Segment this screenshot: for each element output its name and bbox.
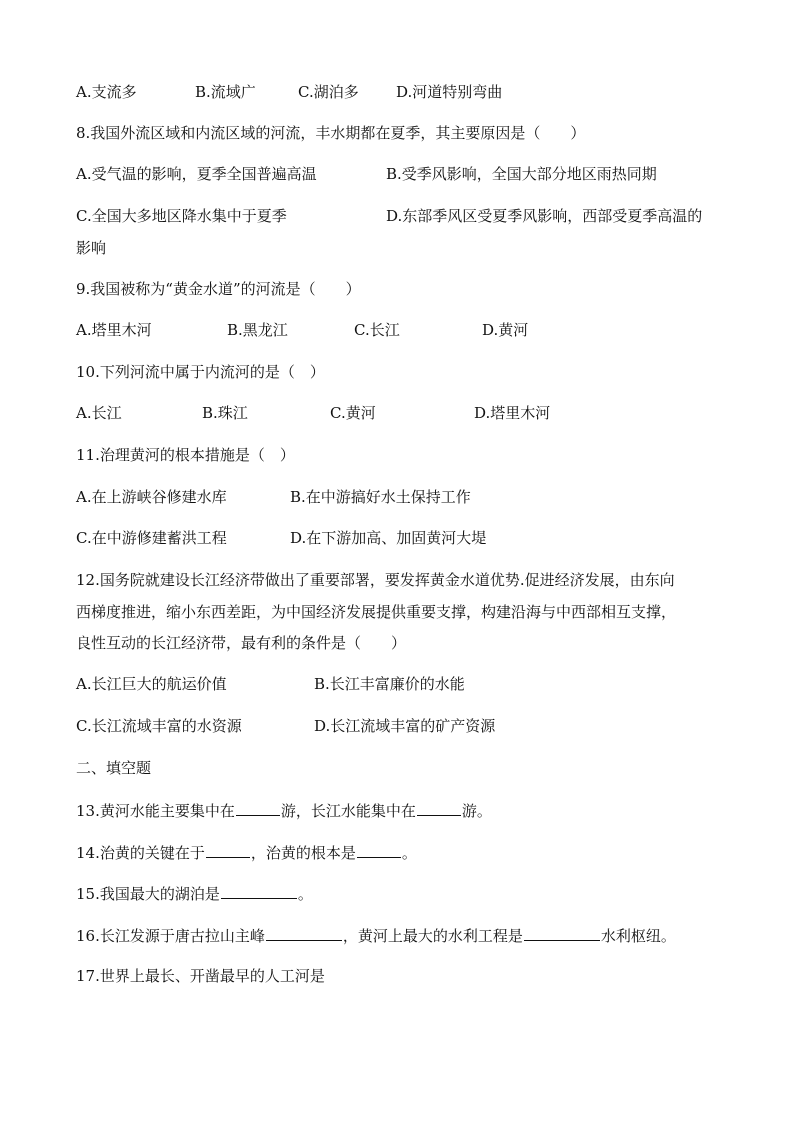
q14 — [76, 842, 724, 863]
q10-option-c[interactable]: C.黄河 — [330, 404, 376, 422]
q12-option-c[interactable]: C.长江流域丰富的水资源 — [76, 717, 242, 735]
q8-option-a[interactable]: A.受气温的影响，夏季全国普遍高温 — [76, 165, 317, 183]
q13-text-c: 游。 — [461, 802, 492, 820]
q10-option-d[interactable]: D.塔里木河 — [474, 404, 551, 422]
q11-option-d[interactable]: D.在下游加高、加固黄河大堤 — [290, 529, 487, 547]
q16 — [76, 925, 724, 946]
q14-blank-2[interactable] — [357, 842, 401, 858]
q12-stem-line-2: 西梯度推进，缩小东西差距，为中国经济发展提供重要支撑，构建沿海与中西部相互支撑， — [76, 603, 677, 621]
q8-stem: 8.我国外流区域和内流区域的河流，丰水期都在夏季，其主要原因是（ ） — [76, 124, 586, 142]
q15 — [76, 883, 724, 904]
q11-option-b[interactable]: B.在中游搞好水土保持工作 — [290, 488, 471, 506]
q12-option-b[interactable]: B.长江丰富廉价的水能 — [314, 675, 465, 693]
q11-option-c[interactable]: C.在中游修建蓄洪工程 — [76, 529, 227, 547]
q9-option-c[interactable]: C.长江 — [354, 321, 400, 339]
q8-option-d-continuation: 影响 — [76, 239, 107, 257]
q8-option-c[interactable]: C.全国大多地区降水集中于夏季 — [76, 207, 287, 225]
q9-option-a[interactable]: A.塔里木河 — [76, 321, 152, 339]
q16-text-a: 16.长江发源于唐古拉山主峰 — [76, 927, 265, 945]
q14-text-a: 14.治黄的关键在于 — [76, 844, 205, 862]
q9-option-b[interactable]: B.黑龙江 — [227, 321, 288, 339]
q13-text-a: 13.黄河水能主要集中在 — [76, 802, 235, 820]
q17-text-a: 17.世界上最长、开凿最早的人工河是 — [76, 967, 325, 985]
q14-blank-1[interactable] — [206, 842, 250, 858]
q13-blank-1[interactable] — [236, 800, 280, 816]
q7-option-d[interactable]: D.河道特别弯曲 — [396, 83, 503, 101]
q9-stem: 9.我国被称为“黄金水道”的河流是（ ） — [76, 280, 361, 298]
q10-option-b[interactable]: B.珠江 — [202, 404, 248, 422]
q15-text-c: 。 — [297, 885, 313, 903]
q10-option-a[interactable]: A.长江 — [76, 404, 122, 422]
q12-stem-line-3: 良性互动的长江经济带，最有利的条件是（ ） — [76, 634, 407, 652]
q17 — [76, 966, 724, 986]
q7-option-a[interactable]: A.支流多 — [76, 83, 137, 101]
q13-text-b: 游，长江水能集中在 — [280, 802, 416, 820]
q16-blank-2[interactable] — [524, 925, 600, 941]
q13 — [76, 800, 724, 821]
q9-option-d[interactable]: D.黄河 — [482, 321, 529, 339]
q12-option-a[interactable]: A.长江巨大的航运价值 — [76, 675, 227, 693]
q15-blank-1[interactable] — [221, 883, 297, 899]
q10-stem: 10.下列河流中属于内流河的是（ ） — [76, 363, 325, 381]
q8-option-d[interactable]: D.东部季风区受夏季风影响，西部受夏季高温的 — [386, 207, 703, 225]
q16-text-c: 水利枢纽。 — [600, 927, 676, 945]
q14-text-b: ，治黄的根本是 — [250, 844, 356, 862]
q16-blank-1[interactable] — [266, 925, 342, 941]
q16-text-b: ，黄河上最大的水利工程是 — [342, 927, 523, 945]
q12-option-d[interactable]: D.长江流域丰富的矿产资源 — [314, 717, 496, 735]
section-title: 二、填空题 — [76, 759, 152, 777]
q14-text-c: 。 — [401, 844, 417, 862]
q13-blank-2[interactable] — [417, 800, 461, 816]
q12-stem-line-1: 12.国务院就建设长江经济带做出了重要部署，要发挥黄金水道优势.促进经济发展，由东向 — [76, 571, 675, 589]
q8-option-b[interactable]: B.受季风影响，全国大部分地区雨热同期 — [386, 165, 657, 183]
q7-option-b[interactable]: B.流域广 — [195, 83, 256, 101]
q11-option-a[interactable]: A.在上游峡谷修建水库 — [76, 488, 227, 506]
q7-option-c[interactable]: C.湖泊多 — [298, 83, 359, 101]
q15-text-a: 15.我国最大的湖泊是 — [76, 885, 220, 903]
q11-stem: 11.治理黄河的根本措施是（ ） — [76, 446, 295, 464]
